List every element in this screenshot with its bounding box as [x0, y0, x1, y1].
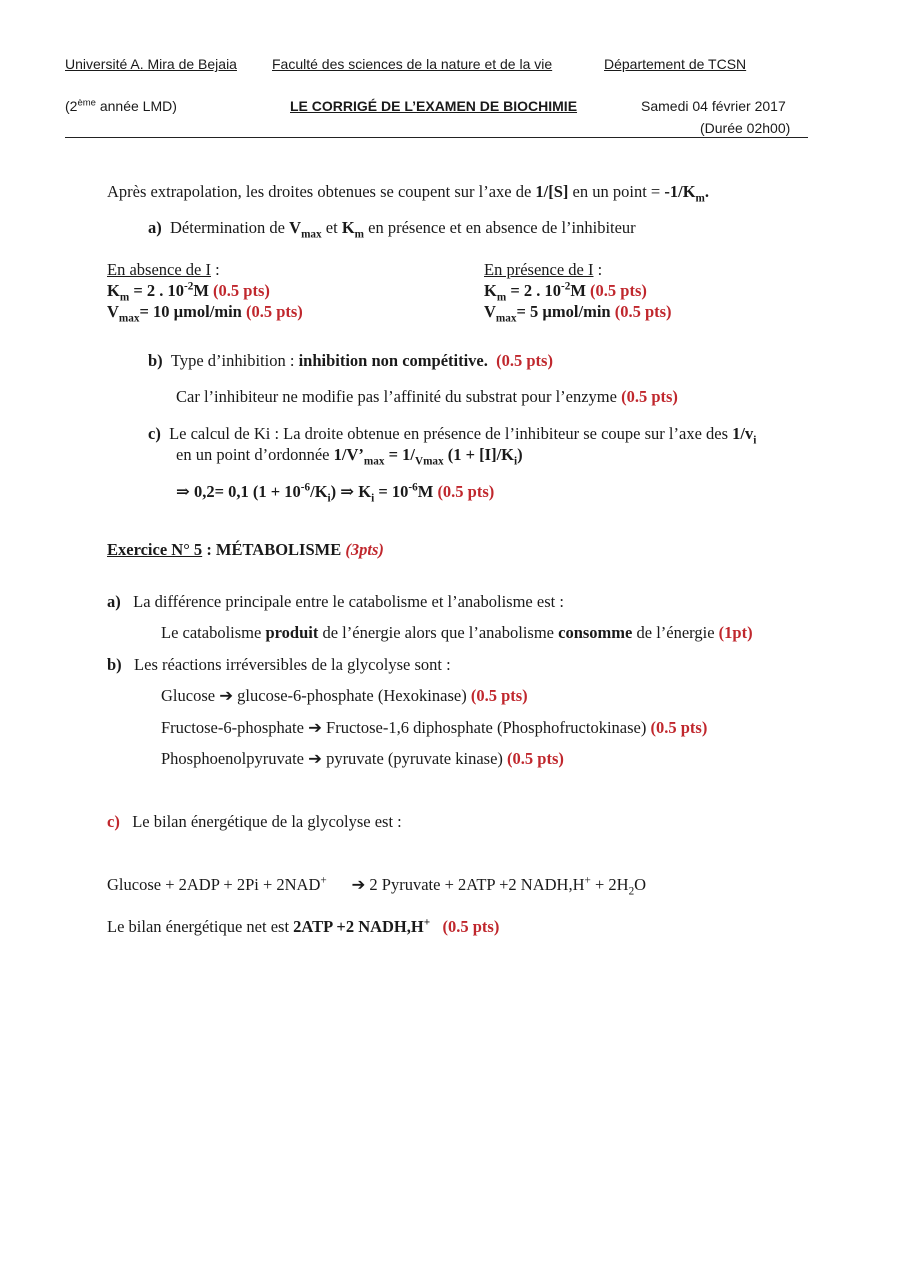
- part-c-line1: c) Le calcul de Ki : La droite obtenue en présence de l’inhibiteur se coupe sur l’axe des $1/v_i$: [148, 424, 757, 447]
- ki-calculation: ⇒ 0,2= 0,1 $(1 + 10^{-6}/K_i)$ ⇒ $K_i = 10^{-6}M$ (0.5 pts): [176, 481, 495, 505]
- ex5-b-question: b) Les réactions irréversibles de la glycolyse sont :: [107, 655, 451, 674]
- reaction-item: Fructose-6-phosphate ➔ Fructose-1,6 diphosphate (Phosphofructokinase) (0.5 pts): [161, 718, 708, 737]
- net-balance: Le bilan énergétique net est 2ATP +2 NADH,H+ (0.5 pts): [107, 916, 500, 936]
- presence-vmax: $V_{max}= 5$ µmol/min (0.5 pts): [484, 302, 672, 325]
- absence-km: $K_m = 2$ . $10^{-2}M$ (0.5 pts): [107, 280, 270, 304]
- header-divider: [65, 137, 808, 138]
- year-level: (2ème année LMD): [65, 97, 177, 114]
- arrow-right-icon: ➔: [308, 718, 322, 737]
- arrow-right-icon: ➔: [219, 686, 234, 705]
- ex5-a-question: a) La différence principale entre le catabolisme et l’anabolisme est :: [107, 592, 564, 611]
- exam-duration: (Durée 02h00): [700, 120, 791, 136]
- arrow-right-icon: ➔: [308, 749, 322, 768]
- presence-title: En présence de I :: [484, 260, 603, 279]
- ex5-c-question: c) Le bilan énergétique de la glycolyse est :: [107, 812, 402, 831]
- exam-title: LE CORRIGÉ DE L’EXAMEN DE BIOCHIMIE: [290, 98, 578, 114]
- arrow-right-icon: ➔: [351, 875, 366, 894]
- faculty-name: Faculté des sciences de la nature et de la vie: [272, 56, 553, 72]
- exam-date: Samedi 04 février 2017: [641, 98, 786, 114]
- part-c-line2: en un point d’ordonnée $1/V’_{max} = 1/_{Vmax}$ $(1 + [I]/K_i)$: [176, 445, 523, 468]
- department-name: Département de TCSN: [604, 56, 747, 72]
- ex5-a-answer: Le catabolisme produit de l’énergie alors que l’anabolisme consomme de l’énergie (1pt): [161, 623, 753, 642]
- absence-vmax: $V_{max}= 10$ µmol/min (0.5 pts): [107, 302, 303, 325]
- presence-km: $K_m = 2$ . $10^{-2}M$ (0.5 pts): [484, 280, 647, 304]
- exercise-5-title: Exercice N° 5 : MÉTABOLISME (3pts): [107, 540, 384, 559]
- part-b-reason: Car l’inhibiteur ne modifie pas l’affinité du substrat pour l’enzyme (0.5 pts): [176, 387, 678, 406]
- reaction-item: Glucose ➔ glucose-6-phosphate (Hexokinase) (0.5 pts): [161, 686, 528, 705]
- absence-title: En absence de I :: [107, 260, 220, 279]
- glycolysis-equation: Glucose + 2ADP + 2Pi + 2NAD+ ➔ 2 Pyruvate + 2ATP +2 NADH,H+ + $2H_2O$: [107, 874, 647, 898]
- reaction-item: Phosphoenolpyruvate ➔ pyruvate (pyruvate kinase) (0.5 pts): [161, 749, 564, 768]
- part-b-type: b) Type d’inhibition : inhibition non compétitive. (0.5 pts): [148, 351, 553, 370]
- university-name: Université A. Mira de Bejaia: [65, 56, 237, 72]
- intro-line: Après extrapolation, les droites obtenues se coupent sur l’axe de 1/[S] en un point = $-1/K_m$.: [107, 182, 710, 205]
- part-a-heading: a) Détermination de $V_{max}$ et $K_m$ en présence et en absence de l’inhibiteur: [148, 218, 636, 241]
